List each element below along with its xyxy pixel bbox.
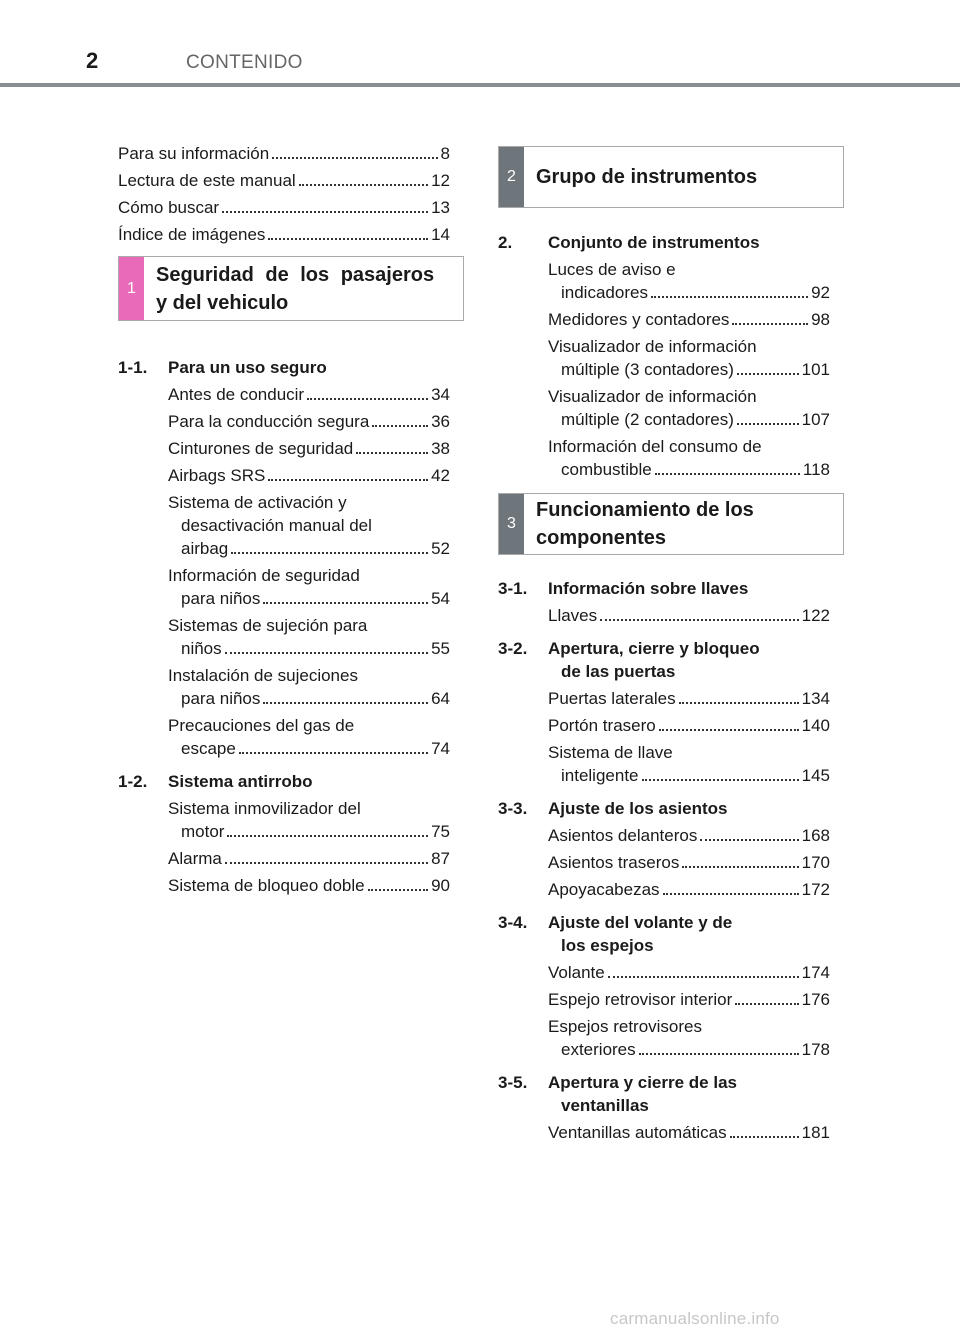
toc-entry[interactable]: Sistemas de sujeción para niños 55 bbox=[168, 616, 450, 658]
toc-entry[interactable]: Sistema de bloqueo doble 90 bbox=[168, 876, 450, 895]
toc-entry[interactable]: Lectura de este manual 12 bbox=[118, 171, 450, 190]
section-heading[interactable]: 1-1. Para un uso seguro bbox=[118, 358, 327, 377]
chapter-1-box[interactable] bbox=[118, 256, 464, 321]
toc-entry[interactable]: Llaves 122 bbox=[548, 606, 830, 625]
watermark: carmanualsonline.info bbox=[610, 1309, 780, 1328]
toc-entry[interactable]: Sistema de llave inteligente 145 bbox=[548, 743, 830, 785]
chapter-tab: 3 bbox=[499, 494, 524, 554]
section-heading[interactable]: 2. Conjunto de instrumentos bbox=[498, 233, 760, 252]
toc-entry[interactable]: Sistema inmovilizador del motor 75 bbox=[168, 799, 450, 841]
chapter-tab: 2 bbox=[499, 147, 524, 207]
toc-entry[interactable]: Índice de imágenes 14 bbox=[118, 225, 450, 244]
toc-entry[interactable]: Ventanillas automáticas 181 bbox=[548, 1123, 830, 1142]
toc-entry[interactable]: Sistema de activación y desactivación manual del airbag 52 bbox=[168, 493, 450, 558]
toc-entry[interactable]: Espejo retrovisor interior 176 bbox=[548, 990, 830, 1009]
section-heading[interactable]: 3-3. Ajuste de los asientos bbox=[498, 799, 728, 818]
right-column-ch3 bbox=[498, 577, 830, 1148]
toc-entry[interactable]: Puertas laterales 134 bbox=[548, 689, 830, 708]
toc-entry[interactable]: Precauciones del gas de escape 74 bbox=[168, 716, 450, 758]
chapter-title: Funcionamiento de los componentes bbox=[536, 499, 754, 549]
chapter-3-box[interactable] bbox=[498, 493, 844, 555]
toc-entry[interactable]: Asientos traseros 170 bbox=[548, 853, 830, 872]
section-heading[interactable]: 3-4. Ajuste del volante y de los espejos bbox=[498, 913, 733, 955]
chapter-title: Grupo de instrumentos bbox=[536, 166, 758, 188]
header-title: CONTENIDO bbox=[186, 52, 303, 73]
toc-entry[interactable]: Instalación de sujeciones para niños 64 bbox=[168, 666, 450, 708]
toc-entry[interactable]: Luces de aviso e indicadores 92 bbox=[548, 260, 830, 302]
toc-entry[interactable]: Portón trasero 140 bbox=[548, 716, 830, 735]
toc-entry[interactable]: Espejos retrovisores exteriores 178 bbox=[548, 1017, 830, 1059]
chapter-2-box[interactable] bbox=[498, 146, 844, 208]
toc-entry[interactable]: Cómo buscar 13 bbox=[118, 198, 450, 217]
toc-entry[interactable]: Información de seguridad para niños 54 bbox=[168, 566, 450, 608]
toc-entry[interactable]: Visualizador de información múltiple (2 contadores) 107 bbox=[548, 387, 830, 429]
toc-entry[interactable]: Asientos delanteros 168 bbox=[548, 826, 830, 845]
toc-entry[interactable]: Medidores y contadores 98 bbox=[548, 310, 830, 329]
toc-entry[interactable]: Para la conducción segura 36 bbox=[168, 412, 450, 431]
section-heading[interactable]: 3-5. Apertura y cierre de las ventanillas bbox=[498, 1073, 737, 1115]
toc-entry[interactable]: Información del consumo de combustible 118 bbox=[548, 437, 830, 479]
chapter-title: Seguridad de los pasajeros y del vehiculo bbox=[156, 263, 435, 314]
toc-entry[interactable]: Volante 174 bbox=[548, 963, 830, 982]
toc-entry[interactable]: Apoyacabezas 172 bbox=[548, 880, 830, 899]
toc-entry[interactable]: Para su información 8 bbox=[118, 144, 450, 163]
right-column-ch2 bbox=[498, 231, 830, 485]
chapter-tab: 1 bbox=[119, 257, 144, 320]
section-heading[interactable]: 3-1. Información sobre llaves bbox=[498, 579, 749, 598]
toc-entry[interactable]: Cinturones de seguridad 38 bbox=[168, 439, 450, 458]
toc-entry[interactable]: Airbags SRS 42 bbox=[168, 466, 450, 485]
page-number: 2 bbox=[86, 48, 99, 73]
toc-entry[interactable]: Visualizador de información múltiple (3 contadores) 101 bbox=[548, 337, 830, 379]
toc-entry[interactable]: Alarma 87 bbox=[168, 849, 450, 868]
toc-entry[interactable]: Antes de conducir 34 bbox=[168, 385, 450, 404]
header-rule bbox=[0, 83, 960, 87]
section-heading[interactable]: 3-2. Apertura, cierre y bloqueo de las puertas bbox=[498, 639, 760, 681]
section-heading[interactable]: 1-2. Sistema antirrobo bbox=[118, 772, 313, 791]
